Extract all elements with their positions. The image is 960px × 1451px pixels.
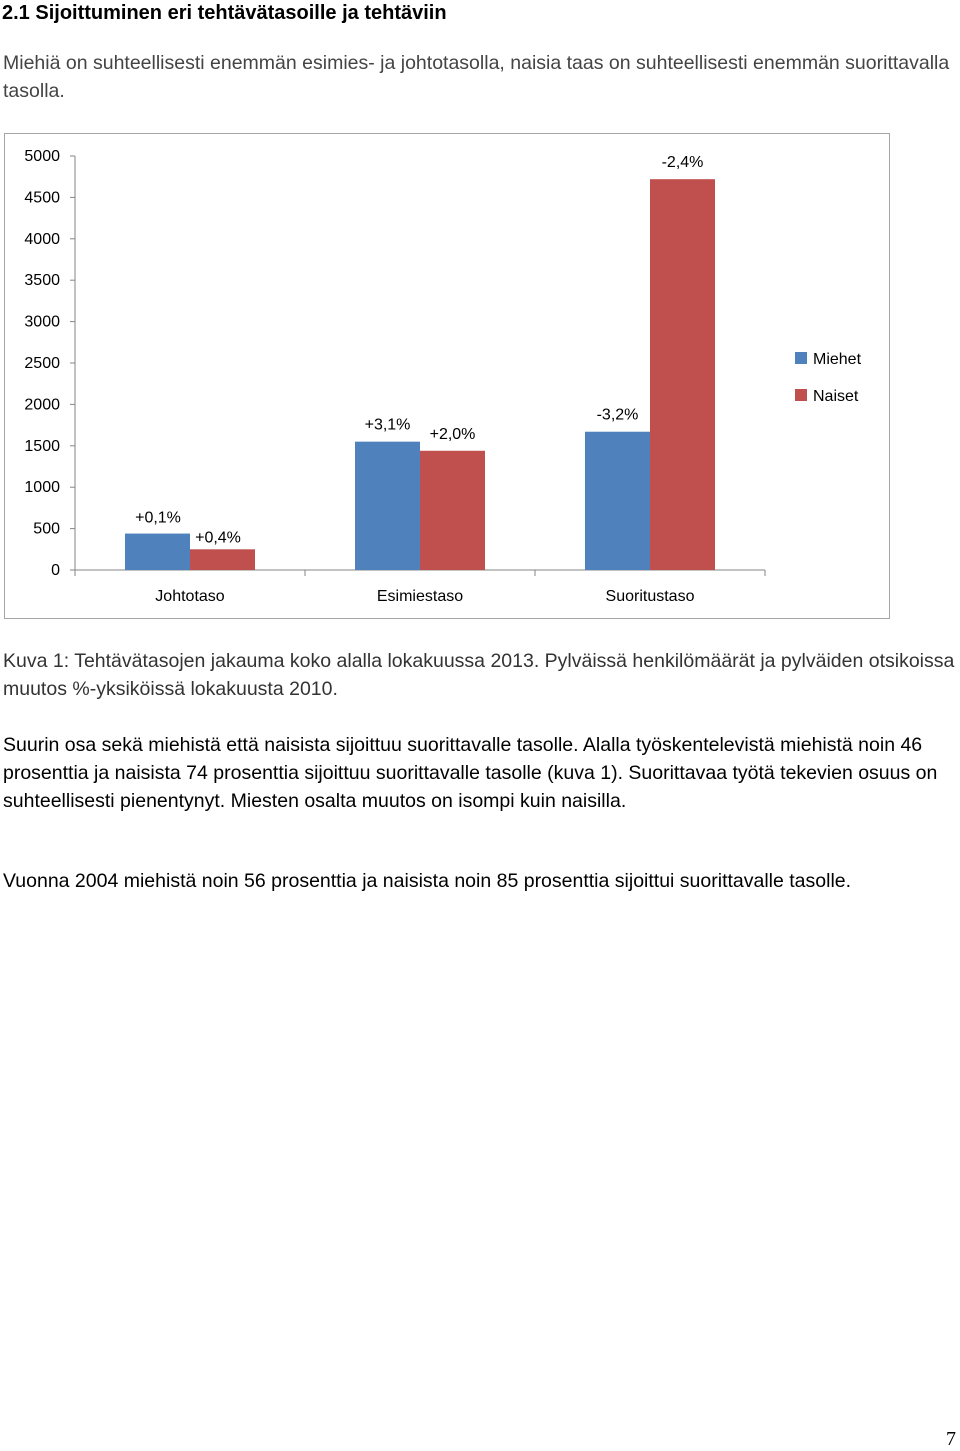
data-label: +0,4% <box>195 529 241 547</box>
y-tick-label: 1000 <box>24 479 60 497</box>
body-paragraph-1: Suurin osa sekä miehistä että naisista sijoittuu suorittavalle tasolle. Alalla työskentelevistä miehistä noin 46 prosenttia ja naisista 74 prosenttia sijoittuu suorittavalle tasolle (kuva 1). Suorittavaa työtä tekevien osuus on suhteellisesti pienentynyt. Miesten osalta muutos on isompi kuin naisilla. <box>3 734 938 812</box>
bar-miehet <box>125 534 190 570</box>
x-category-label: Johtotaso <box>155 588 225 605</box>
body-paragraph-2: Vuonna 2004 miehistä noin 56 prosenttia ja naisista noin 85 prosenttia sijoittui suorittavalle tasolle. <box>3 870 852 892</box>
data-label: -3,2% <box>596 406 639 424</box>
legend-label-naiset: Naiset <box>813 388 859 405</box>
y-tick-label: 0 <box>51 562 60 579</box>
y-tick-label: 2000 <box>24 396 60 414</box>
bar-naiset <box>650 179 715 570</box>
y-tick-label: 3500 <box>24 272 60 290</box>
data-label: +2,0% <box>429 425 476 443</box>
y-tick-label: 5000 <box>24 148 60 165</box>
data-label: -2,4% <box>661 154 704 172</box>
section-heading: 2.1 Sijoittuminen eri tehtävätasoille ja tehtäviin <box>2 2 447 24</box>
chart-frame <box>4 133 890 619</box>
legend-swatch-naiset <box>795 389 807 401</box>
x-category-label: Suoritustaso <box>605 588 695 605</box>
y-tick-label: 2500 <box>24 355 60 372</box>
data-label: +3,1% <box>364 416 411 434</box>
bar-naiset <box>190 549 255 570</box>
page-number: 7 <box>946 1428 956 1450</box>
data-label: +0,1% <box>135 509 181 527</box>
bar-miehet <box>585 432 650 570</box>
bar-naiset <box>420 451 485 570</box>
y-tick-label: 1500 <box>24 437 60 455</box>
legend-label-miehet: Miehet <box>813 351 862 368</box>
figure-caption: Kuva 1: Tehtävätasojen jakauma koko alalla lokakuussa 2013. Pylväissä henkilömäärät ja pylväiden otsikoissa muutos %-yksiköissä lokakuusta 2010. <box>3 650 955 700</box>
y-tick-label: 3000 <box>24 313 60 331</box>
bar-miehet <box>355 442 420 570</box>
intro-paragraph: Miehiä on suhteellisesti enemmän esimies- ja johtotasolla, naisia taas on suhteellisesti enemmän suorittavalla tasolla. <box>3 52 950 102</box>
y-tick-label: 4500 <box>24 189 60 207</box>
x-category-label: Esimiestaso <box>376 588 464 605</box>
y-tick-label: 4000 <box>24 230 60 248</box>
y-tick-label: 500 <box>33 520 60 538</box>
legend-swatch-miehet <box>795 352 807 364</box>
bar-chart <box>5 134 891 620</box>
